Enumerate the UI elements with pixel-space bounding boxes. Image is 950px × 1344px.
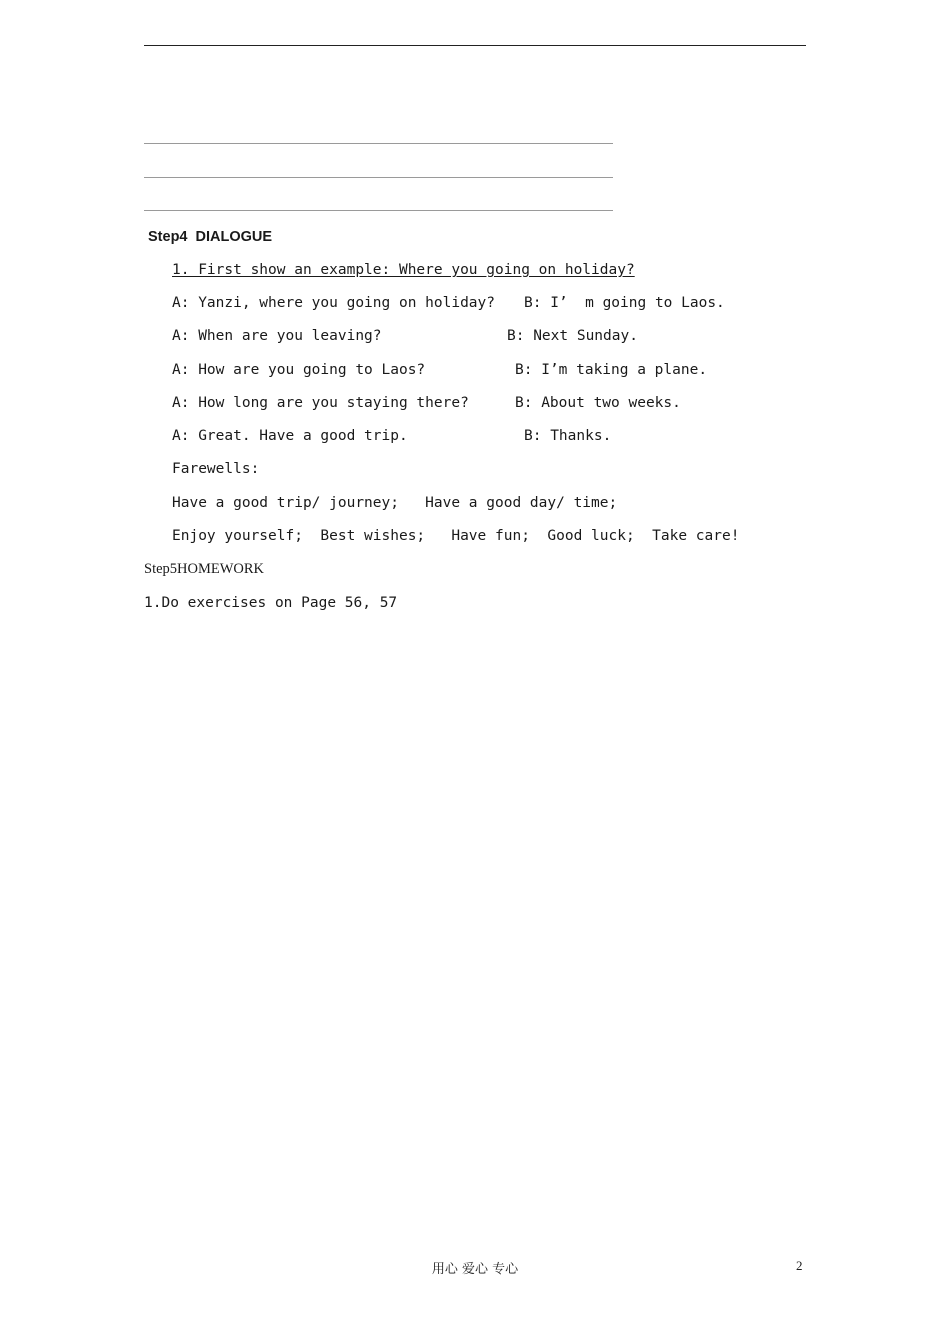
answer-blank-line-1 xyxy=(144,143,613,144)
farewells-label: Farewells: xyxy=(172,461,260,477)
farewells-line-2: Enjoy yourself; Best wishes; Have fun; Good luck; Take care! xyxy=(172,528,740,544)
answer-blank-line-2 xyxy=(144,177,613,178)
dialogue-line-a-4: A: How long are you staying there? xyxy=(172,395,469,411)
farewells-line-1: Have a good trip/ journey; Have a good day/ time; xyxy=(172,495,618,511)
dialogue-line-a-2: A: When are you leaving? xyxy=(172,328,382,344)
homework-item-1: 1.Do exercises on Page 56, 57 xyxy=(144,595,398,611)
dialogue-line-b-1: B: I’ m going to Laos. xyxy=(524,295,725,311)
dialogue-line-b-5: B: Thanks. xyxy=(524,428,612,444)
footer-slogan: 用心 爱心 专心 xyxy=(431,1262,519,1277)
example-intro: 1. First show an example: Where you going on holiday? xyxy=(172,262,635,278)
dialogue-line-b-3: B: I’m taking a plane. xyxy=(515,362,708,378)
dialogue-line-b-4: B: About two weeks. xyxy=(515,395,681,411)
dialogue-line-a-3: A: How are you going to Laos? xyxy=(172,362,426,378)
answer-blank-line-3 xyxy=(144,210,613,211)
step4-heading: Step4 DIALOGUE xyxy=(148,229,273,245)
page-number: 2 xyxy=(796,1258,803,1273)
dialogue-line-a-1: A: Yanzi, where you going on holiday? xyxy=(172,295,496,311)
header-rule xyxy=(144,45,806,46)
dialogue-line-a-5: A: Great. Have a good trip. xyxy=(172,428,408,444)
dialogue-line-b-2: B: Next Sunday. xyxy=(507,328,638,344)
step5-heading: Step5HOMEWORK xyxy=(144,561,265,577)
